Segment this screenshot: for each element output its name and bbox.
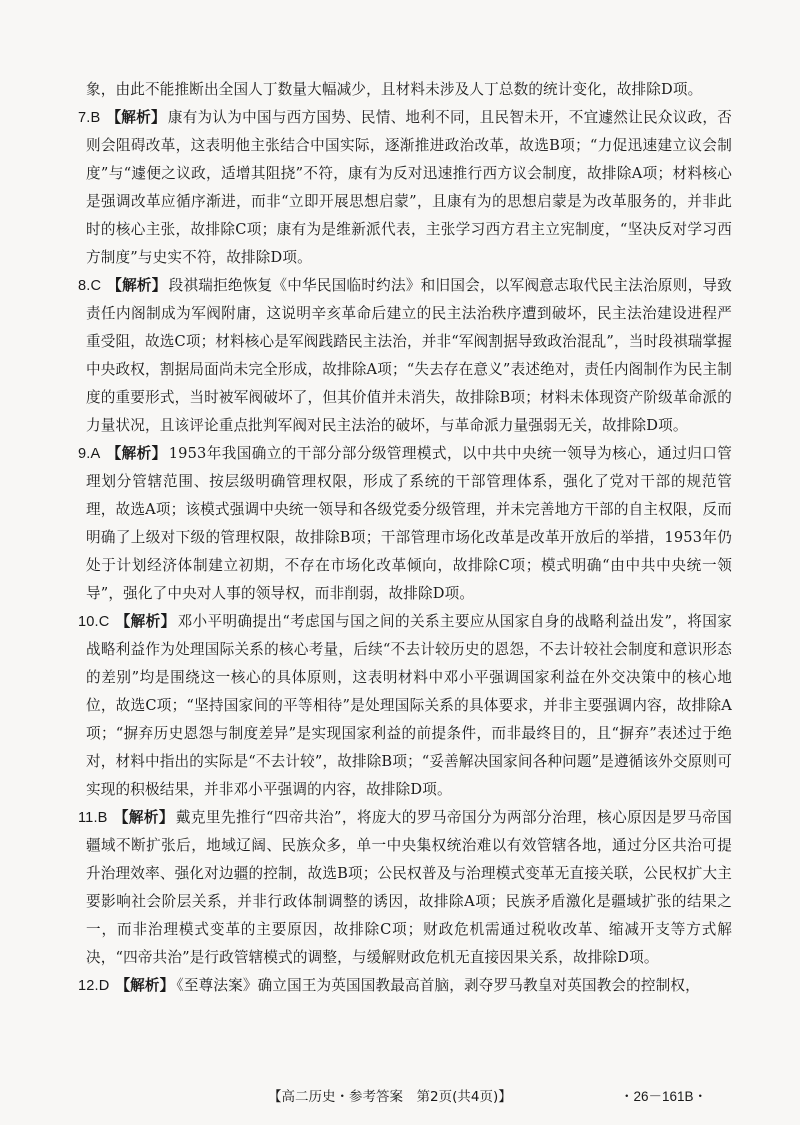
answer-text: 《至尊法案》确立国王为英国国教最高首脑，剥夺罗马教皇对英国教会的控制权， [176, 977, 700, 994]
answer-text: 戴克里先推行“四帝共治”，将庞大的罗马帝国分为两部分治理，核心原因是罗马帝国疆域不断扩张后，地域辽阔、民族众多，单一中央集权统治难以有效管辖各地，通过分区共治可提升治理效率、强化对边疆的控制，故选B项；公民权普及与治理模式变革无直接关联，公民权扩大主要影响社会阶层关系，并非行政体制调整的诱因，故排除A项；民族矛盾激化是疆域扩张的结果之一，而非治理模式变革的主要原因，故排除C项；财政危机需通过税收改革、缩减开支等方式解决，“四帝共治”是行政管辖模式的调整，与缓解财政危机无直接因果关系，故排除D项。 [86, 809, 732, 966]
answer-text: 康有为认为中国与西方国势、民情、地利不同，且民智未开，不宜遽然让民众议政，否则会阻碍改革，这表明他主张结合中国实际，逐渐推进政治改革，故选B项；“力促迅速建立议会制度”与“遽便之议政，适增其阻挠”不符，康有为反对迅速推行西方议会制度，故排除A项；材料核心是强调改革应循序渐进，而非“立即开展思想启蒙”，且康有为的思想启蒙是为改革服务的，并非此时的核心主张，故排除C项；康有为是维新派代表，主张学习西方君主立宪制度，“坚决反对学习西方制度”与史实不符，故排除D项。 [86, 109, 732, 266]
answer-item-7 [78, 104, 732, 272]
answer-text: 邓小平明确提出“考虑国与国之间的关系主要应从国家自身的战略利益出发”，将国家战略利益作为处理国际关系的核心考量，后续“不去计较历史的恩怨，不去计较社会制度和意识形态的差别”均是围绕这一核心的具体原则，这表明材料中邓小平强调国家利益在外交决策中的核心地位，故选C项；“坚持国家间的平等相待”是处理国际关系的具体要求，并非主要强调内容，故排除A项；“摒弃历史恩怨与制度差异”是实现国家利益的前提条件，而非最终目的，且“摒弃”表述过于绝对，材料中指出的实际是“不去计较”，故排除B项；“妥善解决国家间各种问题”是遵循该外交原则可实现的积极结果，并非邓小平强调的内容，故排除D项。 [86, 613, 732, 798]
answer-item-9 [78, 440, 732, 608]
answer-number: 11.B [78, 810, 108, 826]
answer-number: 12.D [78, 978, 110, 994]
answer-number: 7.B [78, 110, 101, 126]
continuation-paragraph: 象，由此不能推断出全国人丁数量大幅减少，且材料未涉及人丁总数的统计变化，故排除D项。 [86, 81, 703, 98]
analysis-tag: 【解析】 [106, 445, 167, 462]
analysis-tag: 【解析】 [115, 613, 176, 630]
page-footer [0, 1085, 800, 1107]
footer-page-label: 【高二历史・参考答案 第2页(共4页)】 [268, 1089, 512, 1105]
answer-page-body [78, 76, 732, 1000]
footer-code: ・26－161B・ [619, 1089, 707, 1104]
answer-number: 9.A [78, 446, 101, 462]
answer-item-12 [78, 972, 732, 1000]
answer-item-10 [78, 608, 732, 804]
analysis-tag: 【解析】 [107, 277, 167, 294]
answer-number: 10.C [78, 614, 110, 630]
answer-text: 1953年我国确立的干部分部分级管理模式，以中共中央统一领导为核心，通过归口管理划分管辖范围、按层级明确管理权限，形成了系统的干部管理体系，强化了党对干部的规范管理，故选A项；该模式强调中央统一领导和各级党委分级管理，并未完善地方干部的自主权限，反而明确了上级对下级的管理权限，故排除B项；干部管理市场化改革是改革开放后的举措，1953年仍处于计划经济体制建立初期，不存在市场化改革倾向，故排除C项；模式明确“由中共中央统一领导”，强化了中央对人事的领导权，而非削弱，故排除D项。 [86, 445, 732, 602]
answer-text: 段祺瑞拒绝恢复《中华民国临时约法》和旧国会，以军阀意志取代民主法治原则，导致责任内阁制成为军阀附庸，这说明辛亥革命后建立的民主法治秩序遭到破坏，民主法治建设进程严重受阻，故选C项；材料核心是军阀践踏民主法治，并非“军阀割据导致政治混乱”，当时段祺瑞掌握中央政权，割据局面尚未完全形成，故排除A项；“失去存在意义”表述绝对，责任内阁制作为民主制度的重要形式，当时被军阀破坏了，但其价值并未消失，故排除B项；材料未体现资产阶级革命派的力量状况，且该评论重点批判军阀对民主法治的破坏，与革命派力量强弱无关，故排除D项。 [86, 277, 732, 434]
analysis-tag: 【解析】 [113, 809, 174, 826]
answer-item-11 [78, 804, 732, 972]
analysis-tag: 【解析】 [106, 109, 166, 126]
answer-number: 8.C [78, 278, 102, 294]
answer-item-8 [78, 272, 732, 440]
analysis-tag: 【解析】 [115, 977, 175, 994]
